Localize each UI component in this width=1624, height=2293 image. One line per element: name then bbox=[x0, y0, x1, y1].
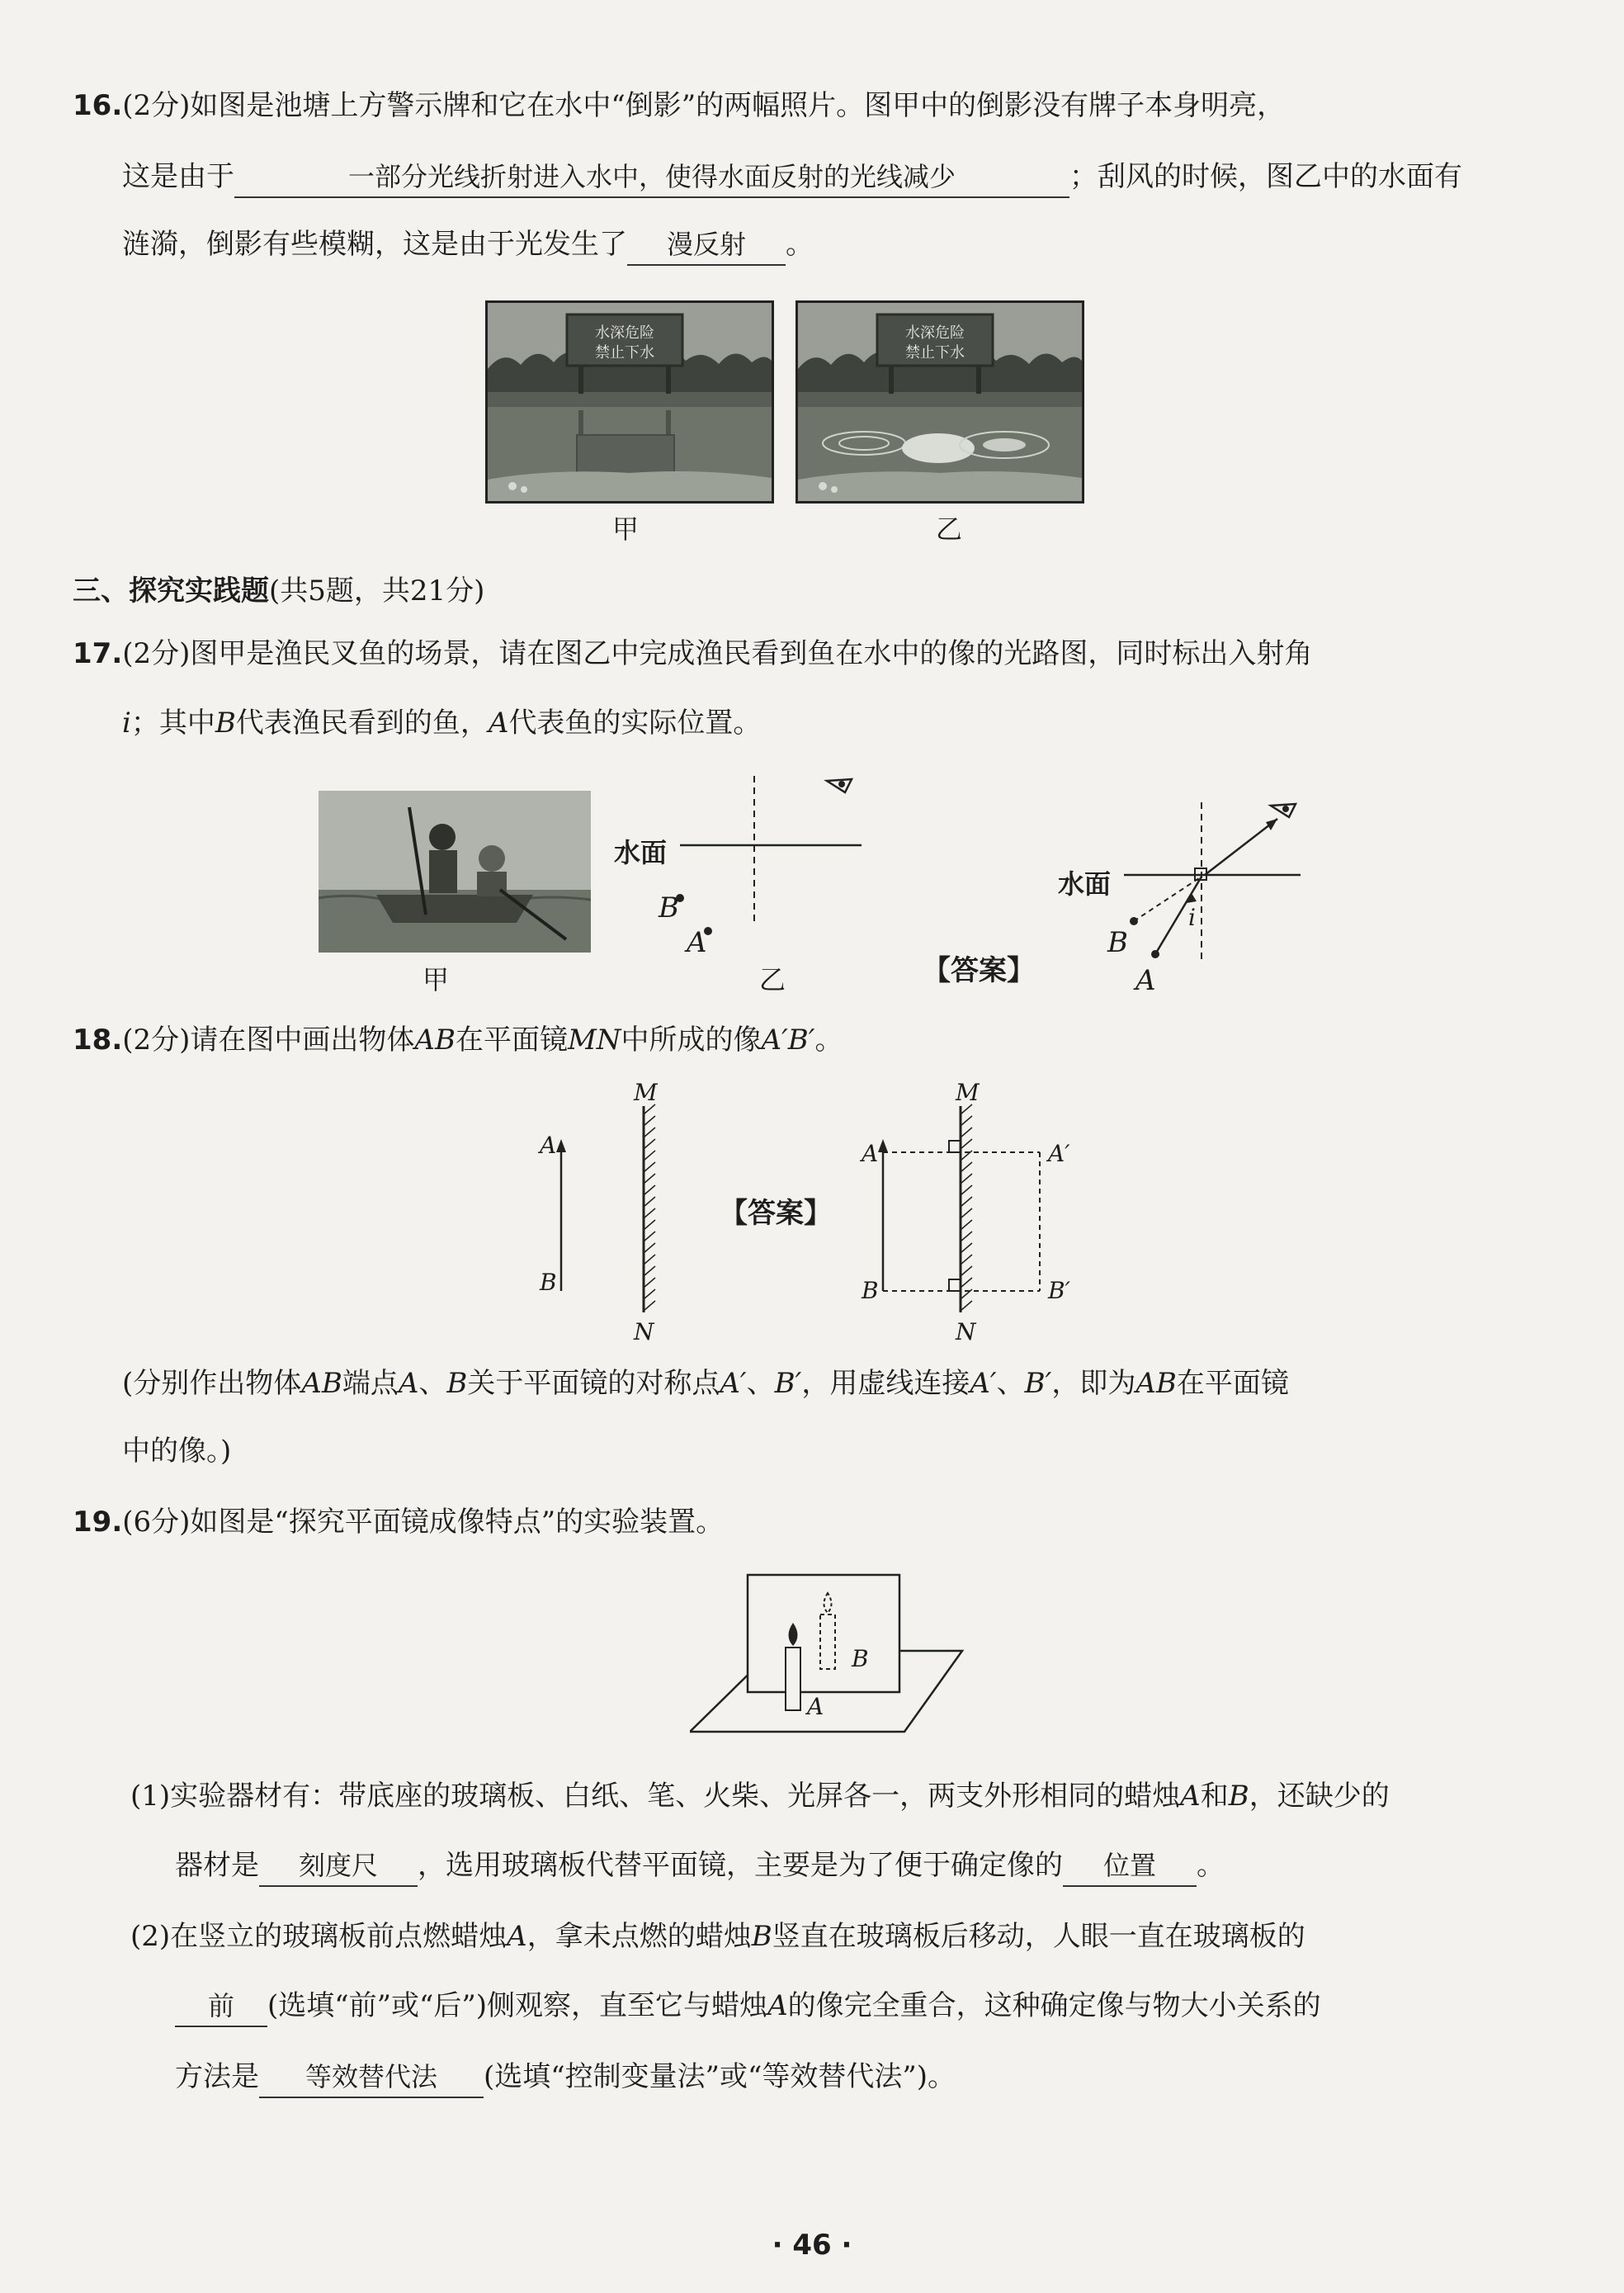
q18-explain-4: 关于平面镜的对称点 bbox=[467, 1367, 720, 1400]
q16-line2 bbox=[122, 157, 1462, 198]
q18-M-label: M bbox=[634, 1079, 658, 1106]
q18-question-figure bbox=[536, 1081, 693, 1345]
q18-text1c: 中所成的像 bbox=[621, 1024, 762, 1057]
q19-p1-line2 bbox=[175, 1846, 1225, 1887]
q16-number: 16. bbox=[73, 89, 123, 122]
q18-answer-label: 【答案】 bbox=[720, 1197, 832, 1230]
q16-text3b: 。 bbox=[786, 228, 814, 261]
q16-text1: (2分)如图是池塘上方警示牌和它在水中“倒影”的两幅照片。图甲中的倒影没有牌子本身明亮， bbox=[122, 89, 1286, 122]
q18-answer-A-label: A bbox=[862, 1140, 879, 1167]
q19-B-label: B bbox=[852, 1645, 869, 1672]
q19-p2-text1c: 竖直在玻璃板后移动，人眼一直在玻璃板的 bbox=[772, 1920, 1305, 1953]
q18-answer-N-label: N bbox=[956, 1318, 976, 1345]
q17-fig-jia-caption: 甲 bbox=[423, 964, 450, 995]
q19-number: 19. bbox=[73, 1506, 123, 1539]
q16-answer1: 一部分光线折射进入水中，使得水面反射的光线减少 bbox=[234, 157, 1069, 198]
q18-explain-Ap: A′ bbox=[720, 1367, 747, 1400]
q18-explain-5: 、 bbox=[746, 1367, 775, 1400]
q19-p1-text2c: 。 bbox=[1197, 1849, 1225, 1882]
q19-p2-text2b: 的像完全重合，这种确定像与物大小关系的 bbox=[787, 1989, 1321, 2022]
q17-fig-yi-caption: 乙 bbox=[759, 964, 786, 995]
q19-p2-text1a: (2)在竖立的玻璃板前点燃蜡烛 bbox=[130, 1920, 508, 1953]
q16-text2a: 这是由于 bbox=[122, 160, 234, 193]
q19-p2-line1 bbox=[130, 1917, 1305, 1956]
q18-MN: MN bbox=[567, 1024, 621, 1057]
q19-line1 bbox=[73, 1502, 724, 1542]
q19-p2-text3b: (选填“控制变量法”或“等效替代法”)。 bbox=[484, 2060, 956, 2093]
q19-p1-and: 和 bbox=[1200, 1780, 1229, 1813]
q19-p1-B: B bbox=[1228, 1780, 1249, 1813]
q19-p1-text2a: 器材是 bbox=[175, 1849, 259, 1882]
q18-B-label: B bbox=[540, 1269, 557, 1296]
q18-text1b: 在平面镜 bbox=[455, 1024, 568, 1057]
q18-line1 bbox=[73, 1020, 843, 1060]
q17-B: B bbox=[215, 707, 236, 740]
q19-p2-A: A bbox=[507, 1920, 527, 1953]
q17-line1 bbox=[73, 634, 1312, 674]
q17-line2 bbox=[122, 703, 761, 743]
q17-figure-yi bbox=[611, 768, 883, 982]
q19-answer3: 前 bbox=[175, 1986, 267, 2027]
q18-explain-line1 bbox=[122, 1364, 1289, 1403]
q18-answer-Bprime-label: B′ bbox=[1048, 1277, 1070, 1304]
pond-photo-yi-image bbox=[798, 303, 1082, 501]
q19-p2-A2: A bbox=[767, 1989, 788, 2022]
q17-text2a: ；其中 bbox=[130, 707, 215, 740]
q18-explain-B: B bbox=[446, 1367, 468, 1400]
q19-p2-text2a: (选填“前”或“后”)侧观察，直至它与蜡烛 bbox=[267, 1989, 768, 2022]
q19-p1-line1 bbox=[130, 1776, 1390, 1816]
sign-text-line1-yi: 水深危险 bbox=[905, 324, 965, 342]
q17-text2b: 代表渔民看到的鱼， bbox=[235, 707, 489, 740]
q19-p2-text1b: ，拿未点燃的蜡烛 bbox=[526, 1920, 752, 1953]
q18-answer-M-label: M bbox=[956, 1079, 980, 1106]
q18-AB: AB bbox=[414, 1024, 456, 1057]
q17-water-label-yi: 水面 bbox=[614, 837, 668, 868]
q18-explain-line2: 中的像。) bbox=[122, 1435, 232, 1468]
q18-number: 18. bbox=[73, 1024, 123, 1057]
q18-explain-AB2: AB bbox=[1135, 1367, 1177, 1400]
q17-text1: (2分)图甲是渔民叉鱼的场景，请在图乙中完成渔民看到鱼在水中的像的光路图，同时标出入射角 bbox=[122, 637, 1313, 670]
q17-text2c: 代表鱼的实际位置。 bbox=[508, 707, 762, 740]
q19-answer1: 刻度尺 bbox=[259, 1846, 418, 1887]
q18-explain-3: 、 bbox=[418, 1367, 447, 1400]
sign-text-line2-yi: 禁止下水 bbox=[905, 344, 965, 362]
q18-explain-7: 、 bbox=[996, 1367, 1025, 1400]
q16-text3a: 涟漪，倒影有些模糊，这是由于光发生了 bbox=[122, 228, 627, 261]
q19-p1-text1b: ，还缺少的 bbox=[1249, 1780, 1390, 1813]
q17-B-label-yi: B bbox=[659, 891, 679, 924]
q19-A-label: A bbox=[807, 1693, 824, 1720]
q18-N-label: N bbox=[634, 1318, 654, 1345]
q19-p2-line3 bbox=[175, 2057, 956, 2098]
q19-apparatus-figure bbox=[690, 1568, 970, 1750]
q17-A-label-yi: A bbox=[687, 926, 707, 959]
q19-p1-text1a: (1)实验器材有：带底座的玻璃板、白纸、笔、火柴、光屏各一，两支外形相同的蜡烛 bbox=[130, 1780, 1181, 1813]
q18-explain-6: ，用虚线连接 bbox=[801, 1367, 970, 1400]
pond-photo-jia-image bbox=[488, 303, 772, 501]
q18-text1d: 。 bbox=[814, 1024, 843, 1057]
q19-p2-B: B bbox=[751, 1920, 772, 1953]
q17-A-label-answer: A bbox=[1135, 964, 1156, 997]
fisherman-photo bbox=[319, 791, 591, 953]
fisherman-image bbox=[319, 791, 591, 953]
q18-answer-B-label: B bbox=[862, 1277, 879, 1304]
q16-fig-yi-caption: 乙 bbox=[936, 513, 963, 545]
sign-text-line2: 禁止下水 bbox=[595, 344, 654, 362]
q18-explain-Bp: B′ bbox=[774, 1367, 802, 1400]
sign-text-line1: 水深危险 bbox=[595, 324, 654, 342]
pond-photo-jia bbox=[485, 300, 774, 504]
section3-info: (共5题，共21分) bbox=[269, 574, 485, 608]
q18-explain-1: (分别作出物体 bbox=[122, 1367, 302, 1400]
q18-explain-AB: AB bbox=[301, 1367, 342, 1400]
q17-B-label-answer: B bbox=[1107, 926, 1128, 959]
q17-angle-label: i bbox=[1188, 904, 1196, 931]
q18-explain-A: A bbox=[398, 1367, 419, 1400]
page-number: · 46 · bbox=[772, 2229, 852, 2262]
q19-text1: (6分)如图是“探究平面镜成像特点”的实验装置。 bbox=[122, 1506, 725, 1539]
q17-A: A bbox=[488, 707, 509, 740]
pond-photo-yi bbox=[795, 300, 1084, 504]
q19-p1-A: A bbox=[1180, 1780, 1201, 1813]
section3-heading bbox=[73, 571, 484, 611]
q16-answer2: 漫反射 bbox=[627, 225, 786, 266]
q19-p2-line2 bbox=[175, 1986, 1321, 2027]
q18-answer-Aprime-label: A′ bbox=[1048, 1140, 1070, 1167]
q16-line3 bbox=[122, 225, 814, 266]
q17-water-label-answer: 水面 bbox=[1058, 868, 1112, 900]
q19-answer2: 位置 bbox=[1063, 1846, 1197, 1887]
q17-number: 17. bbox=[73, 637, 123, 670]
q18-explain-8: ，即为 bbox=[1051, 1367, 1136, 1400]
q19-p1-text2b: ，选用玻璃板代替平面镜，主要是为了便于确定像的 bbox=[418, 1849, 1063, 1882]
q18-explain-2: 端点 bbox=[342, 1367, 399, 1400]
q18-text1a: (2分)请在图中画出物体 bbox=[122, 1024, 415, 1057]
q18-explain-Bp2: B′ bbox=[1024, 1367, 1052, 1400]
q16-fig-jia-caption: 甲 bbox=[612, 513, 640, 545]
section3-title: 三、探究实践题 bbox=[73, 574, 269, 608]
q18-explain-9: 在平面镜 bbox=[1176, 1367, 1289, 1400]
q18-ABprime: A′B′ bbox=[761, 1024, 815, 1057]
q16-line1 bbox=[73, 86, 1285, 125]
q19-p2-text3a: 方法是 bbox=[175, 2060, 259, 2093]
q18-A-label: A bbox=[540, 1132, 557, 1159]
q16-text2b: ；刮风的时候，图乙中的水面有 bbox=[1069, 160, 1462, 193]
q17-answer-label: 【答案】 bbox=[923, 954, 1035, 987]
q19-answer4: 等效替代法 bbox=[259, 2057, 484, 2098]
q17-i: i bbox=[122, 707, 131, 740]
q18-explain-Ap2: A′ bbox=[970, 1367, 997, 1400]
